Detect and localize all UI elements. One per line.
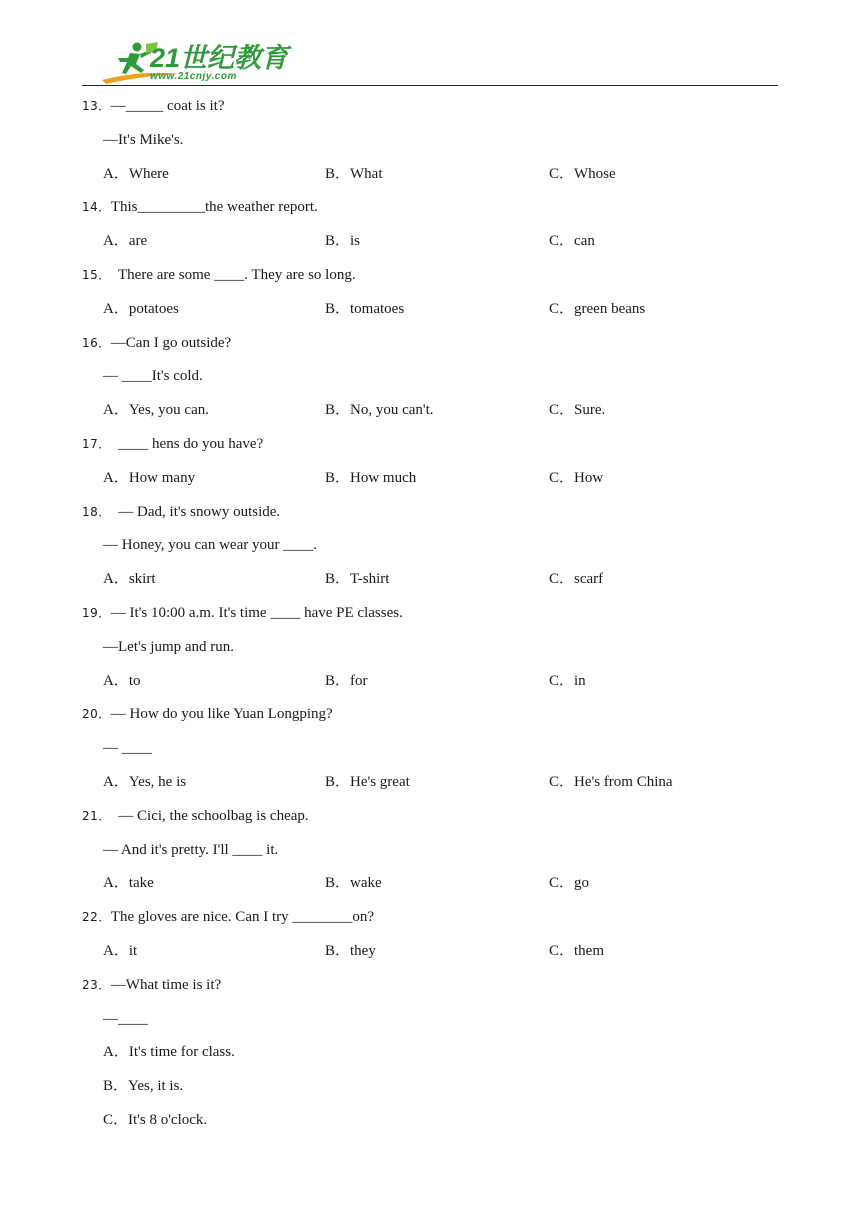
answer-option[interactable]: [103, 935, 137, 969]
dialogue-line: —____: [103, 1010, 148, 1027]
answer-option[interactable]: [325, 394, 434, 428]
options-row: [82, 293, 782, 327]
answer-option[interactable]: [549, 293, 645, 327]
answer-option[interactable]: [325, 935, 376, 969]
option-letter: A．: [103, 773, 129, 790]
answer-option[interactable]: [549, 766, 673, 800]
option-letter: A．: [103, 469, 129, 486]
option-text: tomatoes: [350, 300, 405, 317]
answer-option[interactable]: [549, 935, 604, 969]
option-text: potatoes: [128, 300, 179, 317]
option-text: He's from China: [574, 773, 673, 790]
question-text: — Cici, the schoolbag is cheap.: [110, 807, 309, 824]
answer-option[interactable]: [325, 766, 410, 800]
option-letter: A．: [103, 233, 129, 250]
options-row: [82, 766, 782, 800]
question-number: 21．: [82, 808, 111, 823]
answer-option[interactable]: [549, 462, 603, 496]
dialogue-line: — And it's pretty. I'll ____ it.: [103, 841, 279, 858]
option-text: green beans: [574, 300, 646, 317]
option-text: in: [574, 672, 586, 689]
option-letter: C．: [103, 1111, 129, 1128]
option-text: It's time for class.: [128, 1044, 235, 1061]
option-letter: C．: [549, 233, 575, 250]
answer-option[interactable]: [82, 1104, 782, 1138]
question-number: 23．: [82, 977, 111, 992]
option-text: Sure.: [574, 402, 606, 419]
answer-option[interactable]: [325, 293, 404, 327]
answer-option[interactable]: [103, 293, 179, 327]
question-number: 20．: [82, 707, 111, 722]
dialogue-line: — ____It's cold.: [103, 368, 203, 385]
option-text: Whose: [574, 165, 616, 182]
question-list: [82, 90, 782, 1138]
option-text: No, you can't.: [350, 402, 434, 419]
options-row: [82, 665, 782, 699]
option-text: Where: [128, 165, 169, 182]
question-number: 17．: [82, 436, 111, 451]
answer-option[interactable]: [103, 766, 186, 800]
option-letter: A．: [103, 300, 129, 317]
question-text: — How do you like Yuan Longping?: [110, 706, 333, 723]
option-text: them: [574, 942, 605, 959]
question-number: 14．: [82, 200, 111, 215]
answer-option[interactable]: [325, 867, 382, 901]
question-text: — It's 10:00 a.m. It's time ____ have PE classes.: [110, 604, 403, 621]
option-letter: C．: [549, 672, 575, 689]
option-text: wake: [350, 875, 382, 892]
question-number: 15．: [82, 267, 111, 282]
option-letter: B．: [325, 233, 351, 250]
answer-option[interactable]: [103, 394, 209, 428]
dialogue-line: —It's Mike's.: [103, 131, 184, 148]
option-letter: A．: [103, 571, 129, 588]
option-text: How many: [128, 469, 196, 486]
question-stem: [82, 496, 782, 530]
question-stem: [82, 597, 782, 631]
question-number: 16．: [82, 335, 111, 350]
option-text: scarf: [574, 571, 604, 588]
answer-option[interactable]: [549, 225, 595, 259]
option-letter: C．: [549, 875, 575, 892]
logo-url: www.21cnjy.com: [150, 71, 237, 82]
answer-option[interactable]: [325, 225, 360, 259]
option-text: He's great: [350, 773, 410, 790]
options-row: [82, 158, 782, 192]
answer-option[interactable]: [103, 867, 154, 901]
question-stem: [82, 800, 782, 834]
option-letter: C．: [549, 165, 575, 182]
question-stem: [82, 191, 782, 225]
option-letter: A．: [103, 1044, 129, 1061]
option-text: to: [128, 672, 141, 689]
question-text: —_____ coat is it?: [110, 98, 225, 114]
answer-option[interactable]: [103, 158, 169, 192]
dialogue-line: — ____: [103, 740, 152, 757]
option-text: are: [128, 233, 148, 250]
option-letter: C．: [549, 773, 575, 790]
option-text: for: [350, 672, 368, 689]
question-text: — Dad, it's snowy outside.: [110, 503, 281, 520]
option-text: it: [128, 942, 138, 959]
option-text: is: [350, 233, 361, 250]
option-letter: B．: [325, 773, 351, 790]
question-text: The gloves are nice. Can I try ________on?: [110, 909, 375, 926]
option-letter: C．: [549, 402, 575, 419]
option-letter: C．: [549, 469, 575, 486]
answer-option[interactable]: [549, 665, 586, 699]
option-text: Yes, he is: [128, 773, 187, 790]
option-text: they: [350, 942, 376, 959]
answer-option[interactable]: [325, 158, 383, 192]
option-letter: B．: [325, 300, 351, 317]
answer-option[interactable]: [103, 665, 141, 699]
option-text: What: [350, 165, 383, 182]
options-row: [82, 563, 782, 597]
option-letter: A．: [103, 402, 129, 419]
option-text: Yes, it is.: [128, 1078, 184, 1095]
option-text: go: [574, 875, 590, 892]
question-stem: [82, 969, 782, 1003]
option-text: How: [574, 469, 604, 486]
question-stem: [82, 90, 782, 124]
answer-option[interactable]: [549, 867, 589, 901]
options-row: [82, 935, 782, 969]
question-number: 19．: [82, 605, 111, 620]
option-letter: C．: [549, 942, 575, 959]
answer-option[interactable]: [549, 394, 605, 428]
option-letter: B．: [325, 672, 351, 689]
question-text: There are some ____. They are so long.: [110, 266, 356, 283]
page-header: [0, 0, 860, 90]
question-text: —Can I go outside?: [110, 334, 232, 351]
question-stem: [82, 327, 782, 361]
header-divider: [82, 85, 778, 86]
option-letter: B．: [325, 165, 351, 182]
logo-text: 21世纪教育: [150, 43, 289, 73]
question-stem: [82, 428, 782, 462]
option-text: take: [128, 875, 154, 892]
question-number: 18．: [82, 504, 111, 519]
option-letter: A．: [103, 165, 129, 182]
answer-option[interactable]: [103, 563, 156, 597]
options-row: [82, 225, 782, 259]
question-text: ____ hens do you have?: [110, 435, 264, 452]
question-number: 13．: [82, 99, 111, 113]
option-letter: A．: [103, 942, 129, 959]
option-text: How much: [350, 469, 417, 486]
answer-option[interactable]: [103, 225, 147, 259]
option-text: It's 8 o'clock.: [128, 1111, 208, 1128]
option-letter: B．: [325, 942, 351, 959]
options-row: [82, 867, 782, 901]
option-letter: A．: [103, 672, 129, 689]
question-stem: [82, 259, 782, 293]
option-letter: B．: [325, 875, 351, 892]
question-stem: [82, 698, 782, 732]
dialogue-line: — Honey, you can wear your ____.: [103, 537, 317, 554]
answer-option[interactable]: [325, 665, 368, 699]
option-text: skirt: [128, 571, 156, 588]
question-number: 22．: [82, 910, 111, 925]
question-text: —What time is it?: [110, 976, 222, 993]
options-row: [82, 462, 782, 496]
option-letter: A．: [103, 875, 129, 892]
answer-option[interactable]: [82, 1036, 782, 1070]
options-row: [82, 394, 782, 428]
answer-option[interactable]: [549, 158, 616, 192]
option-text: T-shirt: [350, 571, 390, 588]
answer-option[interactable]: [325, 462, 416, 496]
answer-option[interactable]: [325, 563, 389, 597]
option-text: Yes, you can.: [128, 402, 209, 419]
question-stem: [82, 901, 782, 935]
option-letter: B．: [103, 1078, 129, 1095]
option-letter: C．: [549, 571, 575, 588]
answer-option[interactable]: [103, 462, 195, 496]
option-letter: B．: [325, 469, 351, 486]
option-letter: C．: [549, 300, 575, 317]
question-text: This_________the weather report.: [110, 199, 318, 216]
dialogue-line: —Let's jump and run.: [103, 638, 235, 655]
answer-option[interactable]: [82, 1070, 782, 1104]
option-text: can: [574, 233, 595, 250]
option-letter: B．: [325, 402, 351, 419]
option-letter: B．: [325, 571, 351, 588]
answer-option[interactable]: [549, 563, 603, 597]
